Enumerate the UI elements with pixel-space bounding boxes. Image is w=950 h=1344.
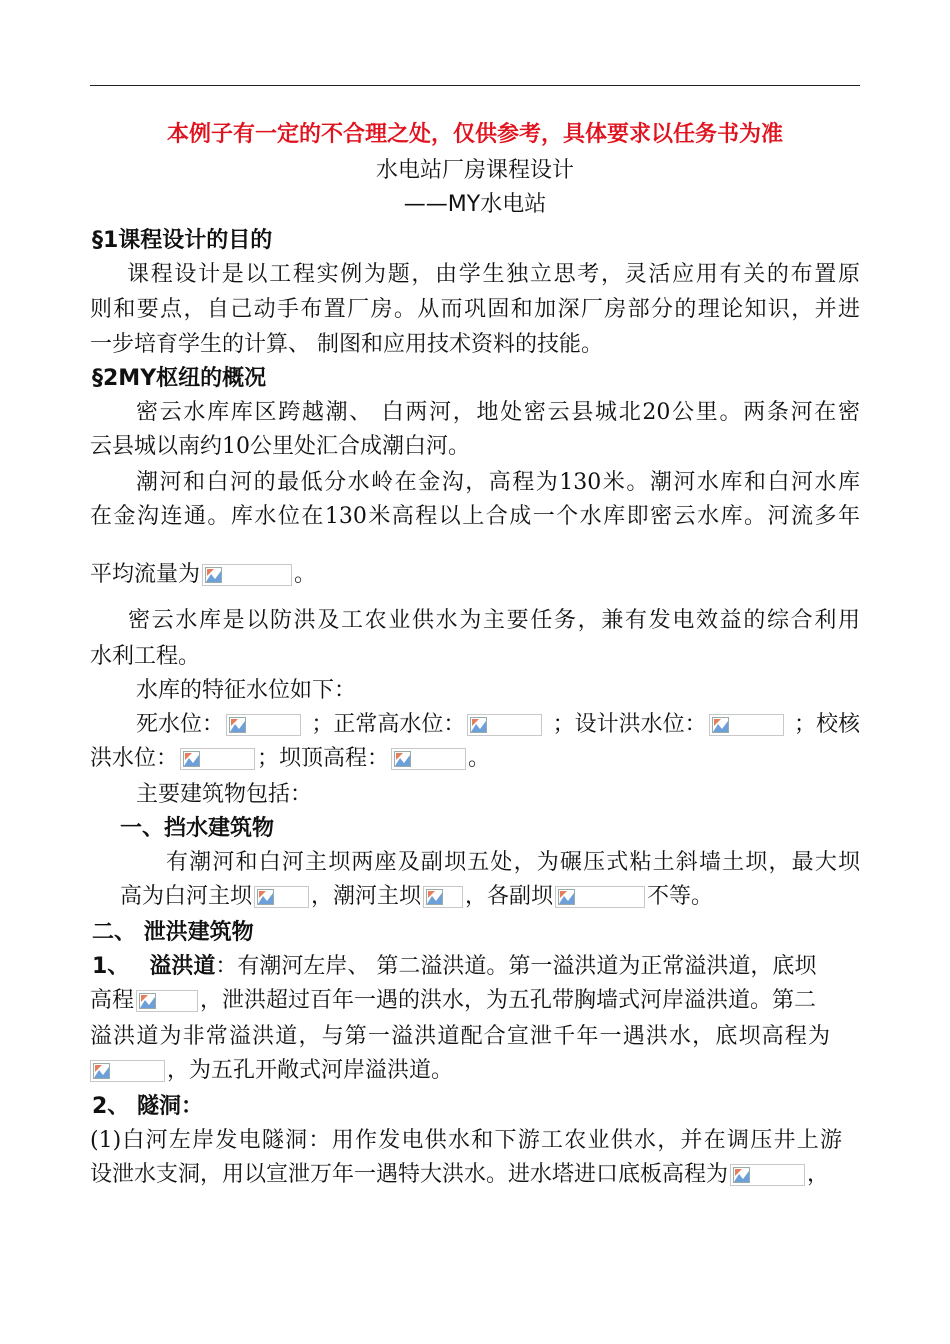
s2-paragraph-line	[90, 558, 316, 592]
broken-image-icon	[709, 714, 784, 736]
s2-paragraph-line: 在金沟连通。库水位在130米高程以上合成一个水库即密云水库。河流多年	[90, 504, 860, 529]
item-1-line	[90, 984, 860, 1018]
text-run: ，潮河主坝	[311, 884, 422, 909]
warning-note: 本例子有一定的不合理之处，仅供参考，具体要求以任务书为准	[166, 122, 783, 147]
text-run: 不等。	[647, 884, 714, 909]
item-title: 溢洪道	[149, 954, 216, 979]
text-run: 。	[294, 562, 317, 587]
s1-paragraph-line: 一步培育学生的计算、 制图和应用技术资料的技能。	[90, 332, 603, 357]
item-number: 1、	[92, 954, 130, 979]
s2-paragraph-line: 密云水库库区跨越潮、 白两河，地处密云县城北20公里。两条河在密	[136, 400, 860, 425]
text-run: ；坝顶高程：	[257, 746, 390, 771]
item-1-line	[90, 1054, 453, 1088]
item-1-line: 溢洪道为非常溢洪道，与第一溢洪道配合宣泄千年一遇洪水，底坝高程为	[90, 1024, 830, 1049]
broken-image-icon	[254, 886, 309, 908]
s2-paragraph-line: 潮河和白河的最低分水岭在金沟，高程为130米。潮河水库和白河水库	[136, 470, 860, 495]
subsection-flood-heading: 二、 泄洪建筑物	[92, 920, 254, 945]
s2-paragraph-line	[120, 880, 713, 914]
broken-image-icon	[467, 714, 542, 736]
text-run: ；设计洪水位：	[552, 712, 707, 737]
s1-paragraph-line: 课程设计是以工程实例为题，由学生独立思考，灵活应用有关的布置原	[127, 262, 860, 287]
document-title: 水电站厂房课程设计	[375, 158, 574, 183]
text-run	[311, 708, 544, 742]
text-run: 洪水位：	[90, 746, 179, 771]
text-run: 死水位：	[136, 712, 225, 737]
section-1-heading: §1课程设计的目的	[92, 228, 273, 253]
tunnel-line: (1)白河左岸发电隧洞：用作发电供水和下游工农业供水，并在调压井上游	[90, 1128, 842, 1153]
text-run: 设泄水支洞，用以宣泄万年一遇特大洪水。进水塔进口底板高程为	[90, 1162, 729, 1187]
broken-image-icon	[180, 748, 255, 770]
text-run: ，各副坝	[465, 884, 554, 909]
levels-intro: 水库的特征水位如下：	[136, 678, 357, 703]
text-run	[553, 708, 786, 742]
text-run: ，	[807, 1162, 830, 1187]
text-run: 高为白河主坝	[120, 884, 253, 909]
buildings-intro: 主要建筑物包括：	[136, 782, 313, 807]
broken-image-icon	[555, 886, 645, 908]
s2-paragraph-line: 密云水库是以防洪及工农业供水为主要任务，兼有发电效益的综合利用	[128, 608, 860, 633]
subsection-retaining-heading: 一、挡水建筑物	[120, 816, 275, 841]
text-run: ，为五孔开敞式河岸溢洪道。	[167, 1058, 454, 1083]
item-2-heading: 2、 隧洞：	[92, 1094, 203, 1119]
broken-image-icon	[423, 886, 463, 908]
header-rule	[90, 85, 860, 86]
section-2-heading: §2MY枢纽的概况	[92, 366, 267, 391]
broken-image-icon	[730, 1164, 805, 1186]
text-run: 。	[468, 746, 491, 771]
broken-image-icon	[90, 1060, 165, 1082]
text-run: ：有潮河左岸、 第二溢洪道。第一溢洪道为正常溢洪道，底坝	[215, 954, 817, 979]
text-run: ；校核	[793, 712, 860, 737]
broken-image-icon	[202, 564, 292, 586]
broken-image-icon	[226, 714, 301, 736]
levels-line-2	[90, 742, 490, 776]
text-run: 高程	[90, 988, 135, 1013]
text-run	[136, 708, 303, 742]
s2-paragraph-line: 水利工程。	[90, 644, 201, 669]
text-run: 平均流量为	[90, 562, 201, 587]
text-run: ，泄洪超过百年一遇的洪水，为五孔带胸墙式河岸溢洪道。第二	[200, 988, 817, 1013]
s2-paragraph-line: 云县城以南约10公里处汇合成潮白河。	[90, 434, 470, 459]
broken-image-icon	[136, 990, 198, 1012]
tunnel-line	[90, 1158, 829, 1192]
document-subtitle: ——MY水电站	[403, 192, 547, 217]
levels-line-1	[136, 708, 860, 742]
text-run: ；正常高水位：	[311, 712, 466, 737]
s1-paragraph-line: 则和要点，自己动手布置厂房。从而巩固和加深厂房部分的理论知识，并进	[90, 297, 860, 322]
item-1-line	[92, 950, 840, 984]
s2-paragraph-line: 有潮河和白河主坝两座及副坝五处，为碾压式粘土斜墙土坝，最大坝	[166, 850, 860, 875]
broken-image-icon	[391, 748, 466, 770]
